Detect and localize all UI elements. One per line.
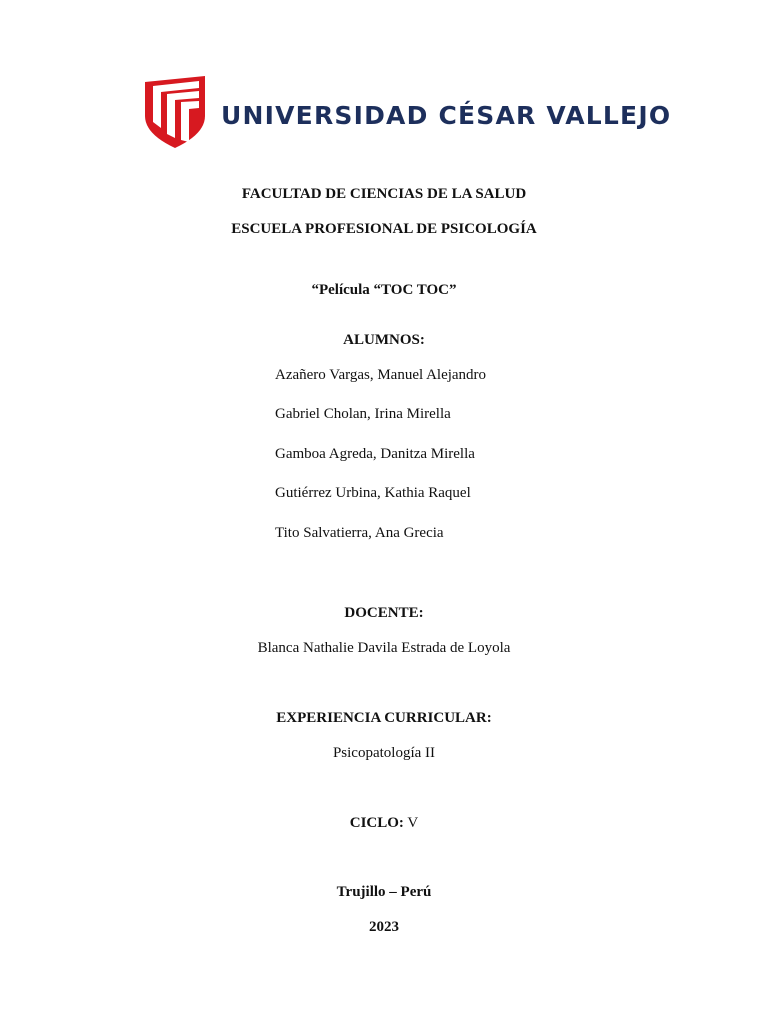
school-heading: ESCUELA PROFESIONAL DE PSICOLOGÍA [231, 221, 537, 237]
location: Trujillo – Perú [336, 884, 432, 900]
teacher-heading: DOCENTE: [344, 605, 424, 621]
course-heading: EXPERIENCIA CURRICULAR: [276, 710, 492, 726]
student-name: Azañero Vargas, Manuel Alejandro [275, 367, 487, 383]
student-name: Gamboa Agreda, Danitza Mirella [275, 446, 475, 462]
student-name: Gutiérrez Urbina, Kathia Raquel [275, 485, 471, 501]
teacher-name: Blanca Nathalie Davila Estrada de Loyola [257, 640, 511, 656]
student-name: Tito Salvatierra, Ana Grecia [275, 525, 444, 541]
students-heading: ALUMNOS: [343, 332, 425, 348]
cycle-line [0, 814, 768, 832]
university-name: UNIVERSIDAD CÉSAR VALLEJO [221, 100, 672, 130]
university-logo [143, 76, 671, 148]
university-shield-icon [143, 76, 207, 148]
cycle-value: V [407, 815, 419, 831]
document-title: “Película “TOC TOC” [311, 282, 457, 298]
faculty-heading: FACULTAD DE CIENCIAS DE LA SALUD [241, 186, 527, 202]
course-name: Psicopatología II [332, 745, 436, 761]
year: 2023 [369, 919, 399, 935]
student-name: Gabriel Cholan, Irina Mirella [275, 406, 451, 422]
cycle-label: CICLO: [349, 815, 404, 831]
